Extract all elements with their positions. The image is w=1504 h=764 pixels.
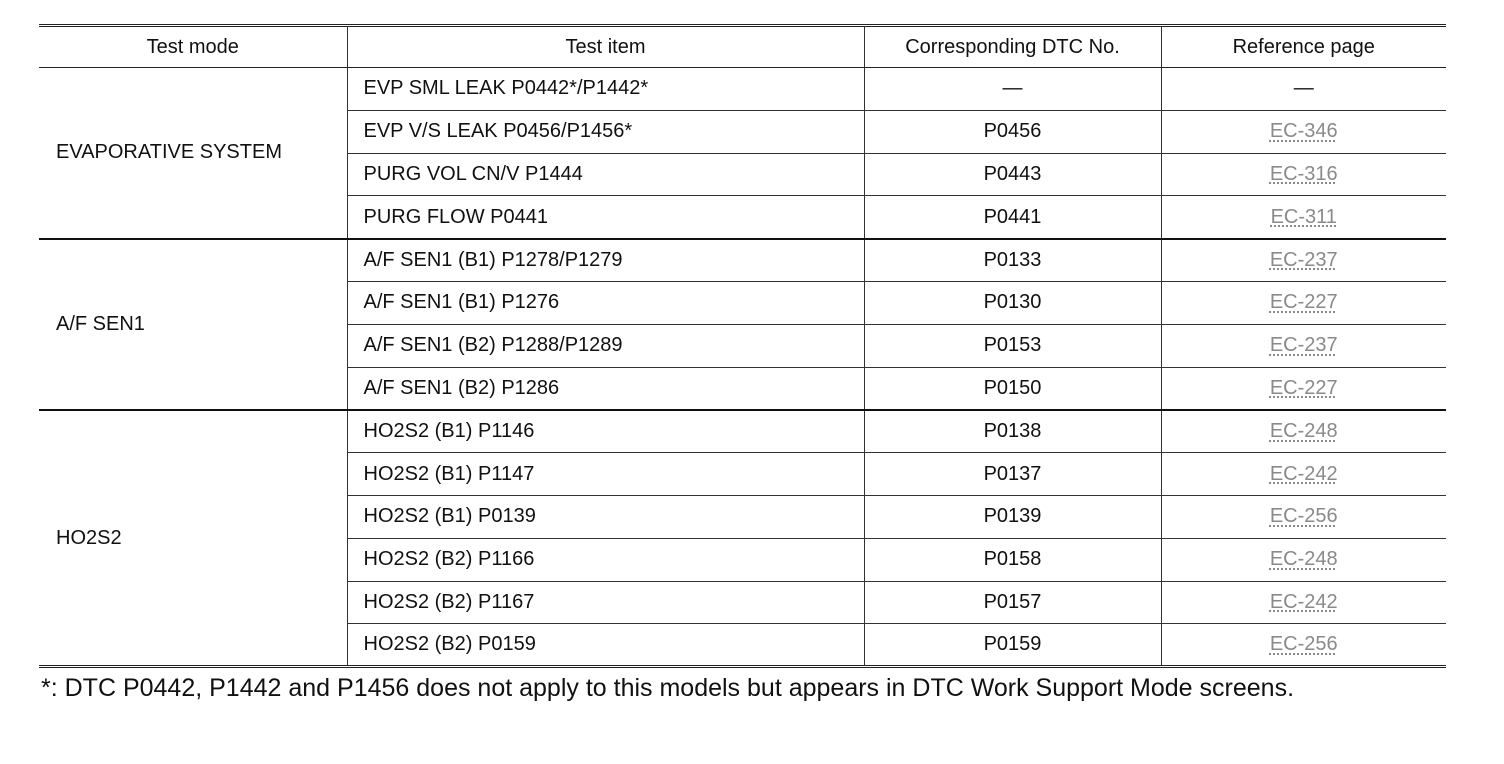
reference-link[interactable]: EC-242	[1269, 590, 1338, 613]
reference-cell	[1161, 453, 1446, 496]
test-item-cell: A/F SEN1 (B1) P1276	[347, 281, 864, 324]
reference-link[interactable]: EC-227	[1269, 291, 1338, 314]
test-item-cell: PURG VOL CN/V P1444	[347, 153, 864, 196]
footnote: *: DTC P0442, P1442 and P1456 does not apply to this models but appears in DTC Work Support Mode screens.	[41, 674, 1295, 702]
dtc-cell: P0159	[864, 624, 1161, 667]
header-test-item: Test item	[347, 26, 864, 68]
reference-cell	[1161, 153, 1446, 196]
reference-link[interactable]: EC-227	[1269, 376, 1338, 399]
reference-cell	[1161, 68, 1446, 111]
reference-cell	[1161, 324, 1446, 367]
test-mode-cell: A/F SEN1	[39, 239, 347, 410]
test-item-cell: HO2S2 (B1) P0139	[347, 495, 864, 538]
test-mode-cell: EVAPORATIVE SYSTEM	[39, 68, 347, 239]
test-item-cell: HO2S2 (B1) P1147	[347, 453, 864, 496]
dtc-cell: P0157	[864, 581, 1161, 624]
dtc-work-support-table	[39, 24, 1446, 668]
header-dtc-no: Corresponding DTC No.	[864, 26, 1161, 68]
reference-cell	[1161, 495, 1446, 538]
test-item-cell: EVP V/S LEAK P0456/P1456*	[347, 110, 864, 153]
dtc-cell: P0139	[864, 495, 1161, 538]
table-body	[39, 68, 1446, 667]
header-row	[39, 26, 1446, 68]
table-row	[39, 239, 1446, 282]
reference-cell	[1161, 281, 1446, 324]
dtc-cell: P0441	[864, 196, 1161, 239]
table-header	[39, 26, 1446, 68]
dtc-cell: P0138	[864, 410, 1161, 453]
test-item-cell: HO2S2 (B2) P0159	[347, 624, 864, 667]
table-row	[39, 410, 1446, 453]
dtc-cell: P0137	[864, 453, 1161, 496]
dtc-cell: P0153	[864, 324, 1161, 367]
reference-cell	[1161, 239, 1446, 282]
reference-link[interactable]: EC-256	[1269, 505, 1338, 528]
test-item-cell: HO2S2 (B1) P1146	[347, 410, 864, 453]
dtc-cell: P0133	[864, 239, 1161, 282]
test-mode-cell: HO2S2	[39, 410, 347, 667]
reference-link[interactable]: EC-256	[1269, 633, 1338, 656]
dtc-cell: P0443	[864, 153, 1161, 196]
test-item-cell: HO2S2 (B2) P1166	[347, 538, 864, 581]
test-item-cell: EVP SML LEAK P0442*/P1442*	[347, 68, 864, 111]
reference-link[interactable]: EC-248	[1269, 420, 1338, 443]
reference-link[interactable]: EC-248	[1269, 548, 1338, 571]
reference-cell	[1161, 110, 1446, 153]
dtc-cell: —	[864, 68, 1161, 111]
test-item-cell: PURG FLOW P0441	[347, 196, 864, 239]
header-reference-page: Reference page	[1161, 26, 1446, 68]
reference-link[interactable]: EC-237	[1269, 334, 1338, 357]
reference-dash: —	[1293, 77, 1314, 100]
reference-link[interactable]: EC-242	[1269, 462, 1338, 485]
test-item-cell: HO2S2 (B2) P1167	[347, 581, 864, 624]
dtc-cell: P0130	[864, 281, 1161, 324]
test-item-cell: A/F SEN1 (B2) P1288/P1289	[347, 324, 864, 367]
reference-cell	[1161, 624, 1446, 667]
reference-cell	[1161, 581, 1446, 624]
reference-link[interactable]: EC-237	[1269, 248, 1338, 271]
reference-link[interactable]: EC-311	[1270, 205, 1337, 228]
dtc-cell: P0456	[864, 110, 1161, 153]
reference-cell	[1161, 367, 1446, 410]
reference-link[interactable]: EC-346	[1269, 120, 1338, 143]
header-test-mode: Test mode	[39, 26, 347, 68]
table-row	[39, 68, 1446, 111]
dtc-cell: P0158	[864, 538, 1161, 581]
dtc-cell: P0150	[864, 367, 1161, 410]
reference-cell	[1161, 410, 1446, 453]
reference-cell	[1161, 196, 1446, 239]
reference-cell	[1161, 538, 1446, 581]
reference-link[interactable]: EC-316	[1269, 162, 1338, 185]
test-item-cell: A/F SEN1 (B2) P1286	[347, 367, 864, 410]
test-item-cell: A/F SEN1 (B1) P1278/P1279	[347, 239, 864, 282]
